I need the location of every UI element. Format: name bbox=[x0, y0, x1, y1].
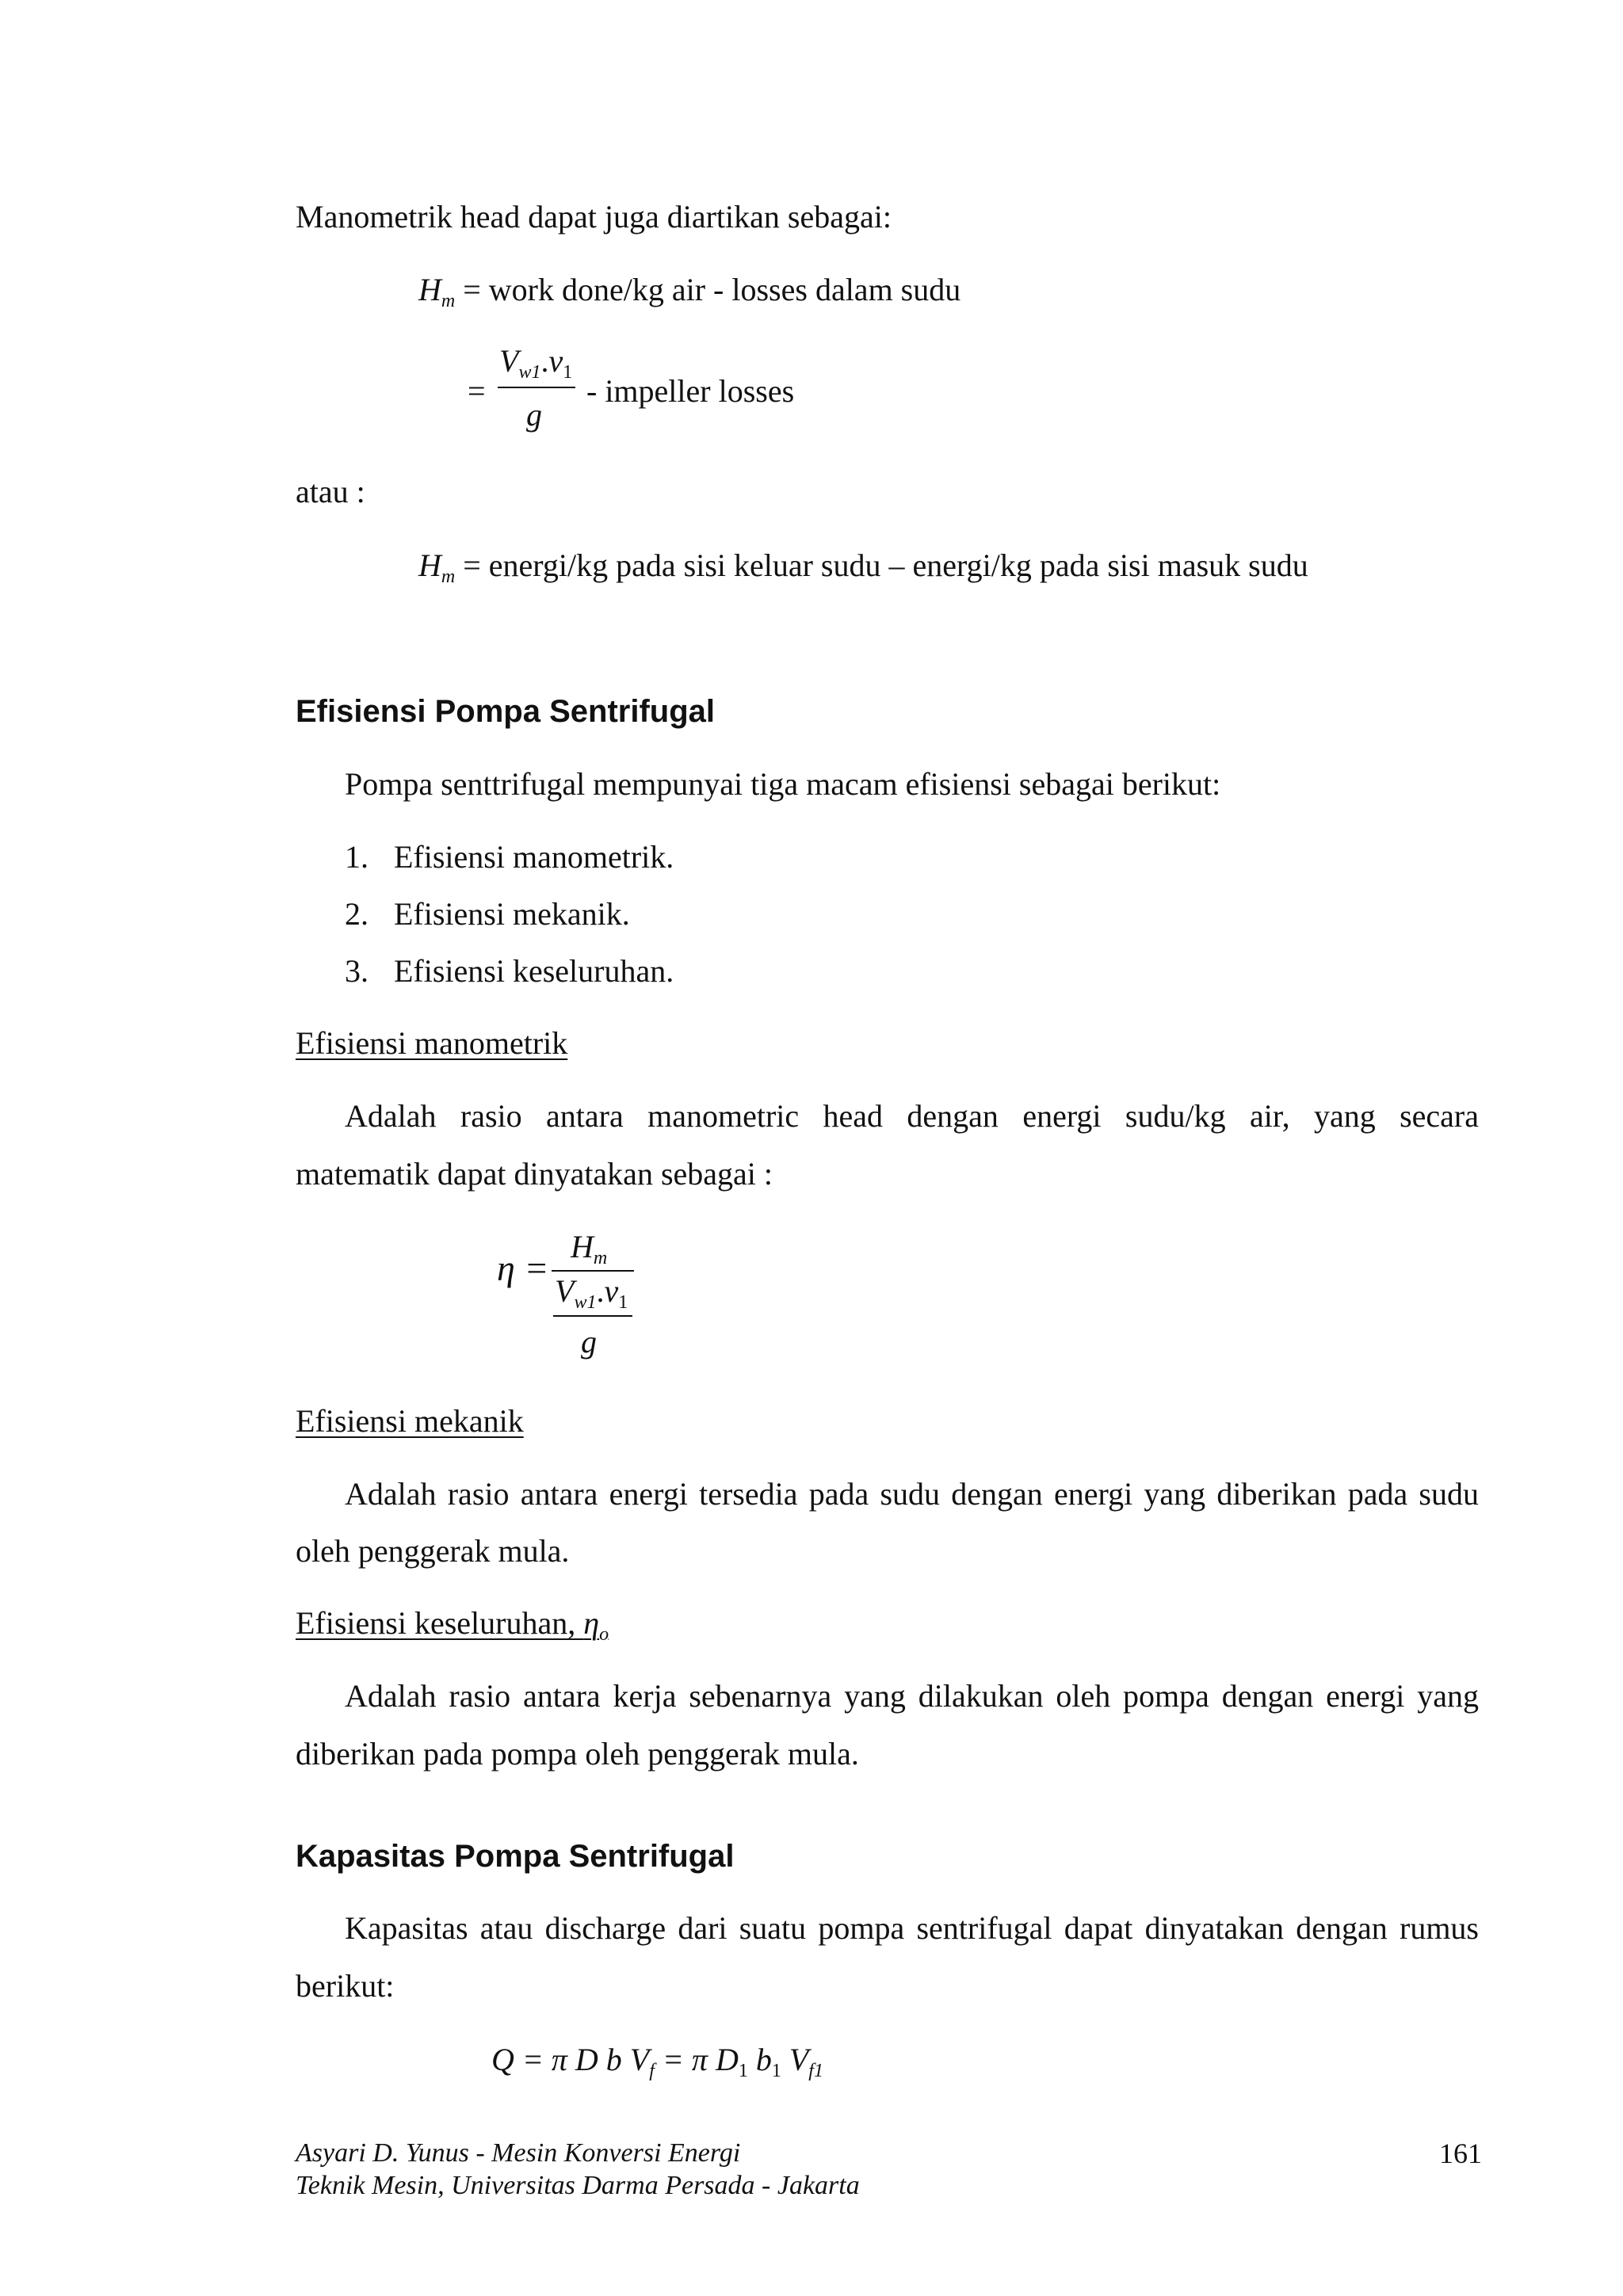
eq4-main-fraction-line bbox=[552, 1270, 634, 1272]
eq2-numerator: $V_{w1}.v_1$ bbox=[499, 343, 573, 383]
equation-hm-energy: $H_m$ = energi/kg pada sisi keluar sudu – energi/kg pada sisi masuk sudu bbox=[418, 547, 1308, 587]
eq2-fraction-line bbox=[498, 387, 575, 388]
list-item-text: Efisiensi keseluruhan. bbox=[394, 953, 674, 989]
list-item: 3. bbox=[345, 953, 369, 989]
footer-affiliation: Teknik Mesin, Universitas Darma Persada - Jakarta bbox=[296, 2171, 860, 2200]
list-item-text: Efisiensi mekanik. bbox=[394, 896, 630, 932]
subheading-efisiensi-keseluruhan: Efisiensi keseluruhan, $\eta_o$ bbox=[296, 1605, 609, 1645]
sub2-paragraph-line2: oleh penggerak mula. bbox=[296, 1533, 570, 1569]
footer-author: Asyari D. Yunus - Mesin Konversi Energi bbox=[296, 2138, 741, 2168]
eq4-denominator: g bbox=[581, 1324, 597, 1360]
sub2-paragraph-line1: Adalah rasio antara energi tersedia pada sudu dengan energi yang diberikan pada sudu bbox=[345, 1476, 1479, 1512]
list-item-text: Efisiensi manometrik. bbox=[394, 839, 674, 875]
sub1-paragraph-line1: Adalah rasio antara manometric head dengan energi sudu/kg air, yang secara bbox=[345, 1098, 1479, 1134]
equation-capacity: Q = π D b $V_f = \pi$ $D_1$ $b_1$ $V_{f1}$ bbox=[491, 2042, 823, 2081]
eq1-var: H bbox=[418, 272, 441, 307]
list-item: 2. bbox=[345, 896, 369, 932]
eq1-sub: m bbox=[441, 291, 456, 311]
section1-intro: Pompa senttrifugal mempunyai tiga macam efisiensi sebagai berikut: bbox=[345, 766, 1221, 802]
section2-paragraph-line2: berikut: bbox=[296, 1968, 395, 2004]
eq2-denominator: g bbox=[526, 397, 542, 433]
sub3-paragraph-line1: Adalah rasio antara kerja sebenarnya yang dilakukan oleh pompa dengan energi yang bbox=[345, 1678, 1479, 1714]
subheading-efisiensi-manometrik: Efisiensi manometrik bbox=[296, 1025, 568, 1061]
eq2-suffix: - impeller losses bbox=[586, 373, 795, 409]
eq4-numerator: $H_m$ bbox=[571, 1229, 608, 1268]
eq1-rhs: = work done/kg air - losses dalam sudu bbox=[455, 272, 961, 307]
section-heading-efisiensi: Efisiensi Pompa Sentrifugal bbox=[296, 694, 716, 729]
subheading-efisiensi-mekanik: Efisiensi mekanik bbox=[296, 1403, 524, 1439]
eq4-lhs: η = bbox=[497, 1248, 549, 1288]
atau-text: atau : bbox=[296, 474, 365, 509]
sub1-paragraph-line2: matematik dapat dinyatakan sebagai : bbox=[296, 1156, 773, 1192]
sub3-paragraph-line2: diberikan pada pompa oleh penggerak mula. bbox=[296, 1736, 859, 1772]
eq4-inner-fraction-line bbox=[553, 1315, 632, 1317]
eq4-middle: $V_{w1}.v_1$ bbox=[555, 1273, 628, 1313]
equation-hm-work-done bbox=[418, 271, 960, 309]
eq2-equal-sign: = bbox=[468, 373, 486, 409]
section-heading-kapasitas: Kapasitas Pompa Sentrifugal bbox=[296, 1839, 735, 1874]
list-item: 1. bbox=[345, 839, 369, 875]
section2-paragraph-line1: Kapasitas atau discharge dari suatu pompa sentrifugal dapat dinyatakan dengan rumus bbox=[345, 1910, 1479, 1946]
intro-text: Manometrik head dapat juga diartikan sebagai: bbox=[296, 199, 892, 235]
page-number: 161 bbox=[1439, 2138, 1482, 2169]
